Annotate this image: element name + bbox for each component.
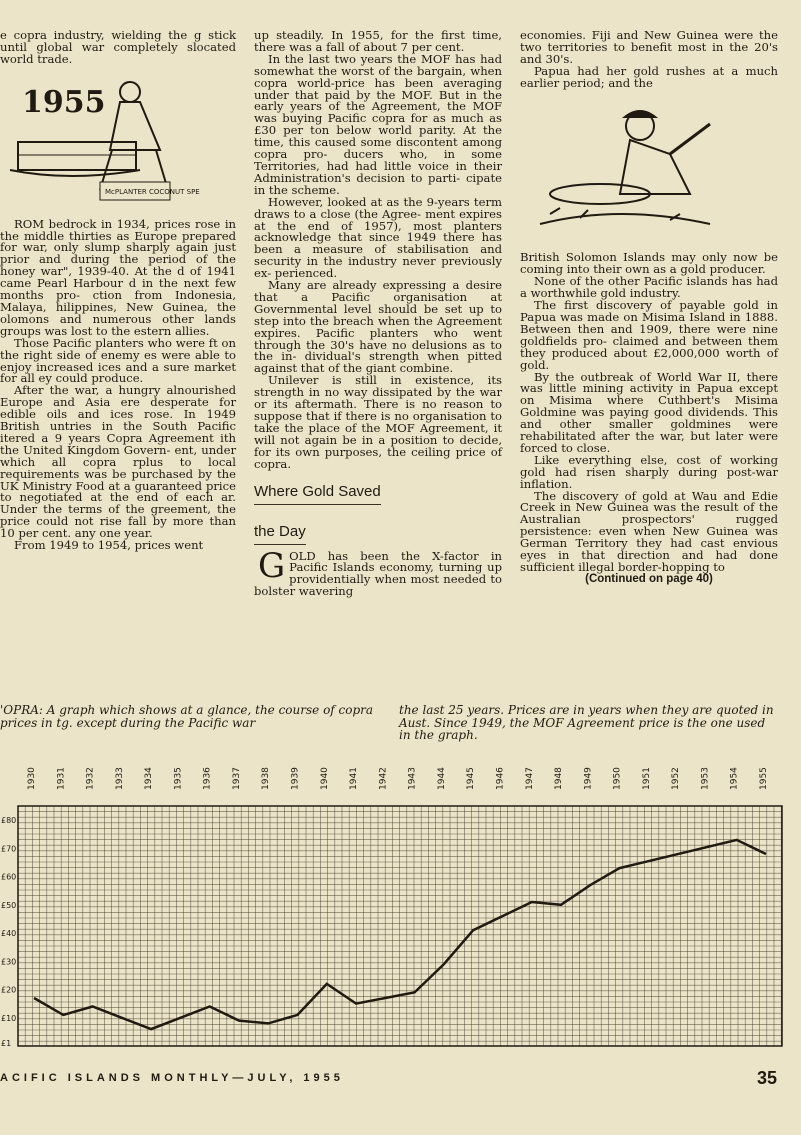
column-2 (254, 30, 502, 598)
footer-text: ACIFIC ISLANDS MONTHLY—JULY, 1955 (0, 1072, 344, 1084)
x-tick-label: 1933 (114, 767, 125, 790)
x-tick-label: 1949 (583, 767, 594, 790)
gold-text: OLD has been the X-factor in Pacific Islands economy, turning up providentially when most needed to bolster wavering (254, 548, 502, 599)
chart-frame (18, 806, 782, 1046)
continued-note: (Continued on page 40) (585, 572, 713, 585)
x-tick-label: 1952 (671, 767, 682, 790)
col2-paragraph: In the last two years the MOF has had somewhat the worst of the bargain, when copra world-price has been averaging under that paid by the MOF. But in the early years of the Agreement, the MOF was buying Pacific copra for as much as £30 per ton below world parity. At the time, this caused some discontent among copra pro- ducers who, in some Territories, had had little voice in their Administration's decision to parti- cipate in the scheme. (254, 51, 502, 197)
y-tick-labels (1, 816, 16, 1048)
col3-paragraph: The first discovery of payable gold in Papua was made on Misima Island in 1888. Between then and 1909, there were nine goldfields pro- claimed and between them they produced about £2,000,000 worth of gold. (520, 298, 778, 372)
y-tick-label: £10 (1, 1013, 17, 1023)
x-tick-label: 1947 (524, 767, 535, 790)
y-tick-label: £80 (1, 816, 17, 826)
x-tick-label: 1942 (378, 767, 389, 790)
chart-grid (18, 806, 782, 1046)
col2-paragraph: up steadily. In 1955, for the first time, there was a fall of about 7 per cent. (254, 28, 502, 54)
x-tick-label: 1953 (700, 767, 711, 790)
x-tick-label: 1950 (612, 767, 623, 790)
planter-illustration (0, 70, 236, 213)
copra-price-chart (0, 744, 790, 1059)
x-tick-label: 1940 (319, 767, 330, 790)
col3-paragraph: British Solomon Islands may only now be coming into their own as a gold producer. (520, 250, 778, 277)
x-tick-label: 1954 (729, 767, 740, 790)
col3-paragraph: Like everything else, cost of working gold had risen sharply during post-war inflation. (520, 452, 778, 491)
col2-paragraph: However, looked at as the 9-years term draws to a close (the Agree- ment expires at the end of 1957), most planters acknowledge that since 1949 there has been a measure of stabilisation and security in the industry never previously ex- perienced. (254, 194, 502, 281)
col2-paragraph: Unilever is still in existence, its strength in no way dissipated by the war or its aftermath. There is no reason to suppose that if there is no organisation to take the place of the MOF Agreement, it will not again be in a position to decide, for its own purposes, the ceiling price of copra. (254, 373, 502, 471)
x-tick-labels (27, 767, 769, 790)
page-number: 35 (756, 1068, 777, 1088)
x-tick-label: 1939 (290, 767, 301, 790)
x-tick-label: 1938 (261, 767, 272, 790)
y-tick-label: £1 (1, 1039, 12, 1049)
x-tick-label: 1945 (466, 767, 477, 790)
col2-paragraph: Many are already expressing a desire that a Pacific organisation at Governmental level should be set up to step into the breach when the Agreement expires. Pacific planters who went through the 30's have no delusions as to the in- dividual's strength when pitted against that of the giant combine. (254, 278, 502, 376)
y-tick-label: £60 (1, 872, 17, 882)
x-tick-label: 1948 (554, 767, 565, 790)
x-tick-label: 1935 (173, 767, 184, 790)
heading-line-2: the Day (254, 519, 306, 545)
heading-line-1: Where Gold Saved (254, 479, 381, 505)
chart-caption (0, 704, 780, 742)
caption-left: 'OPRA: A graph which shows at a glance, the course of copra prices in tg. except during the Pacific war (0, 703, 374, 730)
drop-cap: G (258, 545, 286, 586)
x-tick-label: 1946 (495, 767, 506, 790)
x-tick-label: 1941 (349, 767, 360, 790)
col1-paragraph: ROM bedrock in 1934, prices rose in the middle thirties as Europe prepared for war, only slump sharply again just prior and during the period of the honey war", 1939-40. At the d of 1941 came Pearl Harbour d in the next few months pro- ction from Indonesia, Malaya, hilippines, New Guinea, the olomons and numerous other lands groups was lost to the estern allies. (0, 216, 236, 338)
col3-paragraph: The discovery of gold at Wau and Edie Creek in New Guinea was the result of the Australian prospectors' rugged persistence: even when New Guinea was German Territory they had cast envious eyes in that direction and had done sufficient illegal border-hopping to (520, 488, 778, 574)
y-tick-label: £70 (1, 844, 17, 854)
x-tick-label: 1936 (202, 767, 213, 790)
col3-paragraph: economies. Fiji and New Guinea were the two territories to benefit most in the 20's and 30's. (520, 28, 778, 66)
prospector-illustration (520, 94, 778, 247)
caption-right: the last 25 years. Prices are in years when they are quoted in Aust. Since 1949, the MOF Agreement price is the one used in the graph. (399, 703, 774, 742)
x-tick-label: 1937 (231, 767, 242, 790)
x-tick-label: 1944 (436, 767, 447, 790)
col1-paragraph: Those Pacific planters who were ft on the right side of enemy es were able to enjoy increased ices and a sure market for all ey could produce. (0, 335, 236, 386)
col3-paragraph: Papua had her gold rushes at a much earlier period; and the (520, 63, 778, 90)
col3-paragraph: None of the other Pacific islands has had a worthwhile gold industry. (520, 274, 778, 301)
year-badge: 1955 (22, 84, 106, 120)
x-tick-label: 1930 (27, 767, 37, 790)
column-3 (520, 30, 778, 586)
page-footer (0, 1072, 780, 1084)
y-tick-label: £20 (1, 985, 17, 995)
x-tick-label: 1951 (641, 767, 652, 790)
x-tick-label: 1934 (144, 767, 155, 790)
x-tick-label: 1943 (407, 767, 418, 790)
y-tick-label: £40 (1, 929, 17, 939)
section-heading (254, 471, 502, 551)
column-1 (0, 30, 236, 552)
x-tick-label: 1931 (56, 767, 67, 790)
y-tick-label: £30 (1, 957, 17, 967)
col3-paragraph: By the outbreak of World War II, there was little mining activity in Papua except on Misima where Cuthbert's Misima Goldmine was paying good dividends. This and other smaller goldmines were rehabilitated after the war, but later were forced to close. (520, 369, 778, 455)
planter-sign: McPLANTER COCONUT SPEC. (105, 187, 200, 196)
col1-intro: e copra industry, wielding the g stick until global war completely slocated world trade. (0, 28, 236, 66)
col1-paragraph: From 1949 to 1954, prices went (14, 538, 204, 553)
gold-paragraph (254, 545, 502, 599)
x-tick-label: 1955 (759, 767, 769, 790)
x-tick-label: 1932 (85, 767, 96, 790)
y-tick-label: £50 (1, 900, 17, 910)
col1-paragraph: After the war, a hungry alnourished Europe and Asia ere desperate for edible oils and ices rose. In 1949 British untries in the South Pacific itered a 9 years Copra Agreement ith the United Kingdom Govern- ent, under which all copra rplus to local requirements was be purchased by the UK Ministry Food at a guaranteed price to negotiated at the end of each ar. Under the terms of the greement, the price could not rise fall by more than 10 per cent. any one year. (0, 383, 236, 541)
